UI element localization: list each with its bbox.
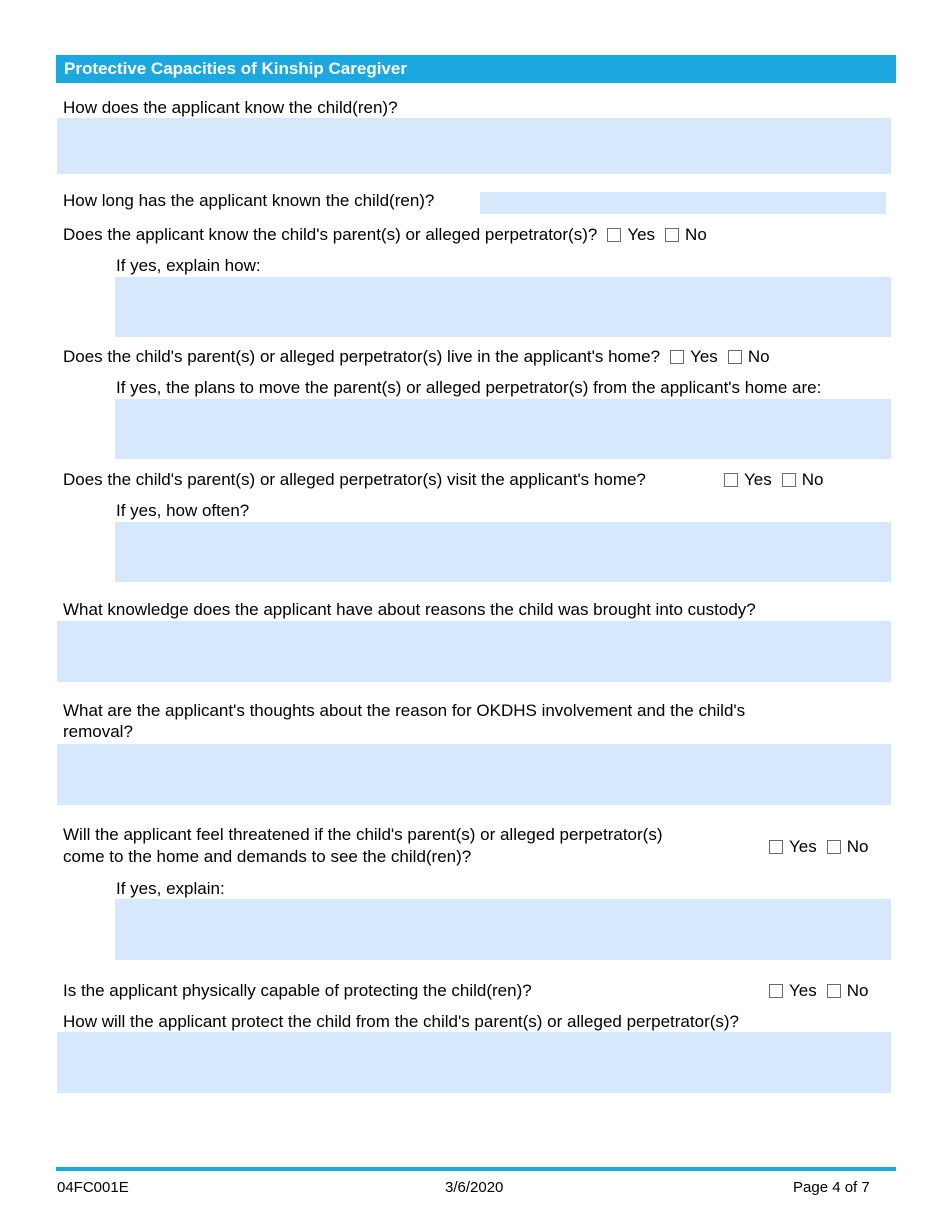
form-id: 04FC001E	[57, 1179, 129, 1196]
question-okdhs-thoughts-line2: removal?	[63, 722, 133, 741]
followup-how-often: If yes, how often?	[116, 501, 250, 520]
explain-field[interactable]	[115, 899, 891, 960]
threatened-yes[interactable]	[769, 837, 817, 857]
threatened-no-checkbox[interactable]	[827, 840, 841, 854]
yes-label: Yes	[690, 347, 718, 366]
no-label: No	[801, 470, 824, 489]
know-parents-yes-checkbox[interactable]	[607, 228, 621, 242]
followup-explain: If yes, explain:	[116, 879, 225, 898]
parents-visit-no[interactable]	[782, 470, 824, 490]
yes-label: Yes	[789, 837, 817, 856]
no-label: No	[846, 981, 869, 1000]
question-threatened-line1: Will the applicant feel threatened if the child's parent(s) or alleged perpetrator(s)	[63, 825, 663, 844]
how-often-field[interactable]	[115, 522, 891, 582]
question-know-parents: Does the applicant know the child's parent(s) or alleged perpetrator(s)?	[63, 225, 598, 244]
parents-live-no-checkbox[interactable]	[728, 350, 742, 364]
threatened-yes-checkbox[interactable]	[769, 840, 783, 854]
know-parents-yes[interactable]	[607, 225, 655, 245]
parents-visit-yes-checkbox[interactable]	[724, 473, 738, 487]
custody-knowledge-field[interactable]	[57, 621, 891, 682]
physically-capable-yes[interactable]	[769, 981, 817, 1001]
followup-move-plans: If yes, the plans to move the parent(s) or alleged perpetrator(s) from the applicant's home are:	[116, 378, 822, 397]
footer-divider	[56, 1167, 896, 1171]
physically-capable-no[interactable]	[827, 981, 869, 1001]
no-label: No	[747, 347, 770, 366]
question-threatened-line2: come to the home and demands to see the child(ren)?	[63, 847, 472, 866]
okdhs-thoughts-field[interactable]	[57, 744, 891, 805]
question-okdhs-thoughts-line1: What are the applicant's thoughts about the reason for OKDHS involvement and the child's	[63, 701, 746, 720]
know-parents-no-checkbox[interactable]	[665, 228, 679, 242]
physically-capable-yes-checkbox[interactable]	[769, 984, 783, 998]
physically-capable-options	[769, 981, 868, 1001]
followup-explain-how: If yes, explain how:	[116, 256, 261, 275]
threatened-no[interactable]	[827, 837, 869, 857]
question-custody-knowledge: What knowledge does the applicant have about reasons the child was brought into custody?	[63, 600, 756, 619]
no-label: No	[846, 837, 869, 856]
question-know-parents-row	[63, 225, 707, 245]
known-how-long-field[interactable]	[480, 192, 886, 214]
threatened-options	[769, 837, 868, 857]
question-know-child: How does the applicant know the child(ren)?	[63, 98, 398, 117]
question-known-how-long: How long has the applicant known the child(ren)?	[63, 191, 435, 210]
parents-visit-options	[724, 470, 823, 490]
know-child-field[interactable]	[57, 118, 891, 174]
parents-live-no[interactable]	[728, 347, 770, 367]
form-date: 3/6/2020	[445, 1179, 504, 1196]
parents-live-yes[interactable]	[670, 347, 718, 367]
question-parents-visit: Does the child's parent(s) or alleged perpetrator(s) visit the applicant's home?	[63, 470, 646, 489]
explain-how-field[interactable]	[115, 277, 891, 337]
yes-label: Yes	[627, 225, 656, 244]
no-label: No	[685, 225, 707, 244]
question-protect-child: How will the applicant protect the child from the child's parent(s) or alleged perpetrator(s)?	[63, 1012, 740, 1031]
question-physically-capable: Is the applicant physically capable of protecting the child(ren)?	[63, 981, 532, 1000]
question-parents-live: Does the child's parent(s) or alleged perpetrator(s) live in the applicant's home?	[63, 347, 661, 366]
protect-child-field[interactable]	[57, 1032, 891, 1093]
physically-capable-no-checkbox[interactable]	[827, 984, 841, 998]
section-header: Protective Capacities of Kinship Caregiver	[56, 55, 896, 83]
question-parents-live-row	[63, 347, 770, 367]
parents-live-yes-checkbox[interactable]	[670, 350, 684, 364]
yes-label: Yes	[744, 470, 772, 489]
parents-visit-no-checkbox[interactable]	[782, 473, 796, 487]
page-number: Page 4 of 7	[793, 1179, 870, 1196]
know-parents-no[interactable]	[665, 225, 707, 245]
parents-visit-yes[interactable]	[724, 470, 772, 490]
move-plans-field[interactable]	[115, 399, 891, 459]
yes-label: Yes	[789, 981, 817, 1000]
